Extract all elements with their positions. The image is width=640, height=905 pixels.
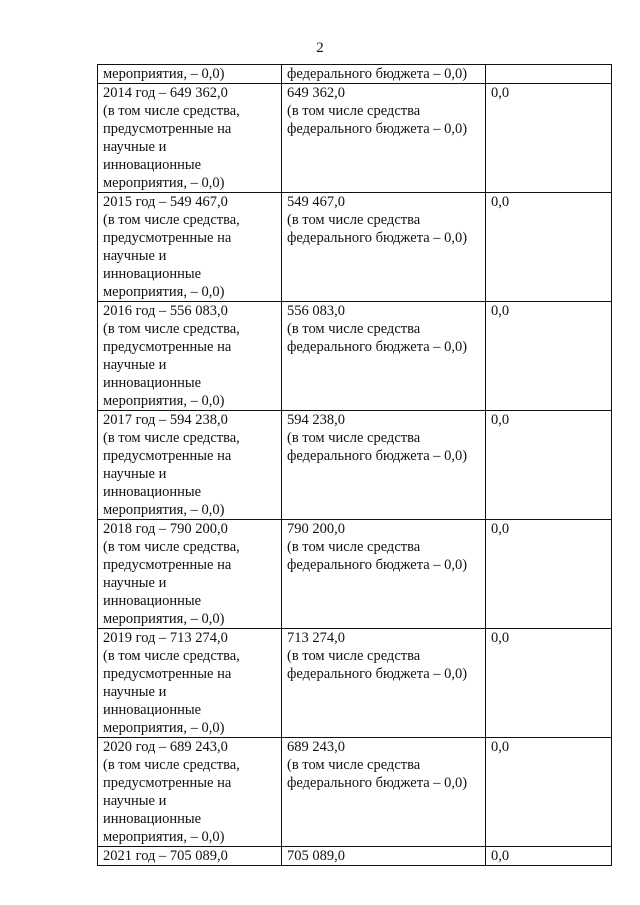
budget-table-body xyxy=(98,65,612,866)
cell-total-by-year: 2018 год – 790 200,0 (в том числе средства, предусмотренные на научные и инновационные мероприятия, – 0,0) xyxy=(98,520,282,629)
cell-regional-budget: 790 200,0 (в том числе средства федерального бюджета – 0,0) xyxy=(282,520,486,629)
table-row xyxy=(98,520,612,629)
table-row xyxy=(98,302,612,411)
cell-other-sources: 0,0 xyxy=(486,193,612,302)
page-number: 2 xyxy=(316,40,324,56)
cell-other-sources xyxy=(486,65,612,84)
cell-regional-budget: 689 243,0 (в том числе средства федерального бюджета – 0,0) xyxy=(282,738,486,847)
table-row xyxy=(98,629,612,738)
cell-other-sources: 0,0 xyxy=(486,84,612,193)
table-row xyxy=(98,738,612,847)
cell-total-by-year: 2014 год – 649 362,0 (в том числе средства, предусмотренные на научные и инновационные мероприятия, – 0,0) xyxy=(98,84,282,193)
budget-table xyxy=(97,64,612,866)
cell-regional-budget: 705 089,0 xyxy=(282,847,486,866)
cell-regional-budget: 713 274,0 (в том числе средства федерального бюджета – 0,0) xyxy=(282,629,486,738)
cell-total-by-year: 2020 год – 689 243,0 (в том числе средства, предусмотренные на научные и инновационные мероприятия, – 0,0) xyxy=(98,738,282,847)
cell-total-by-year: 2016 год – 556 083,0 (в том числе средства, предусмотренные на научные и инновационные мероприятия, – 0,0) xyxy=(98,302,282,411)
table-row-continued xyxy=(98,65,612,84)
table-row xyxy=(98,84,612,193)
cell-other-sources: 0,0 xyxy=(486,847,612,866)
cell-regional-budget: 549 467,0 (в том числе средства федерального бюджета – 0,0) xyxy=(282,193,486,302)
cell-total-by-year: 2015 год – 549 467,0 (в том числе средства, предусмотренные на научные и инновационные мероприятия, – 0,0) xyxy=(98,193,282,302)
table-row xyxy=(98,193,612,302)
cell-other-sources: 0,0 xyxy=(486,411,612,520)
cell-regional-budget: 649 362,0 (в том числе средства федерального бюджета – 0,0) xyxy=(282,84,486,193)
cell-other-sources: 0,0 xyxy=(486,629,612,738)
cell-other-sources: 0,0 xyxy=(486,738,612,847)
cell-other-sources: 0,0 xyxy=(486,302,612,411)
cell-regional-budget: 594 238,0 (в том числе средства федерального бюджета – 0,0) xyxy=(282,411,486,520)
cell-total-by-year: 2019 год – 713 274,0 (в том числе средства, предусмотренные на научные и инновационные мероприятия, – 0,0) xyxy=(98,629,282,738)
table-row xyxy=(98,847,612,866)
cell-total-by-year: 2021 год – 705 089,0 xyxy=(98,847,282,866)
cell-regional-budget: федерального бюджета – 0,0) xyxy=(282,65,486,84)
cell-regional-budget: 556 083,0 (в том числе средства федерального бюджета – 0,0) xyxy=(282,302,486,411)
cell-total-by-year: 2017 год – 594 238,0 (в том числе средства, предусмотренные на научные и инновационные мероприятия, – 0,0) xyxy=(98,411,282,520)
cell-other-sources: 0,0 xyxy=(486,520,612,629)
cell-total-by-year: мероприятия, – 0,0) xyxy=(98,65,282,84)
table-row xyxy=(98,411,612,520)
